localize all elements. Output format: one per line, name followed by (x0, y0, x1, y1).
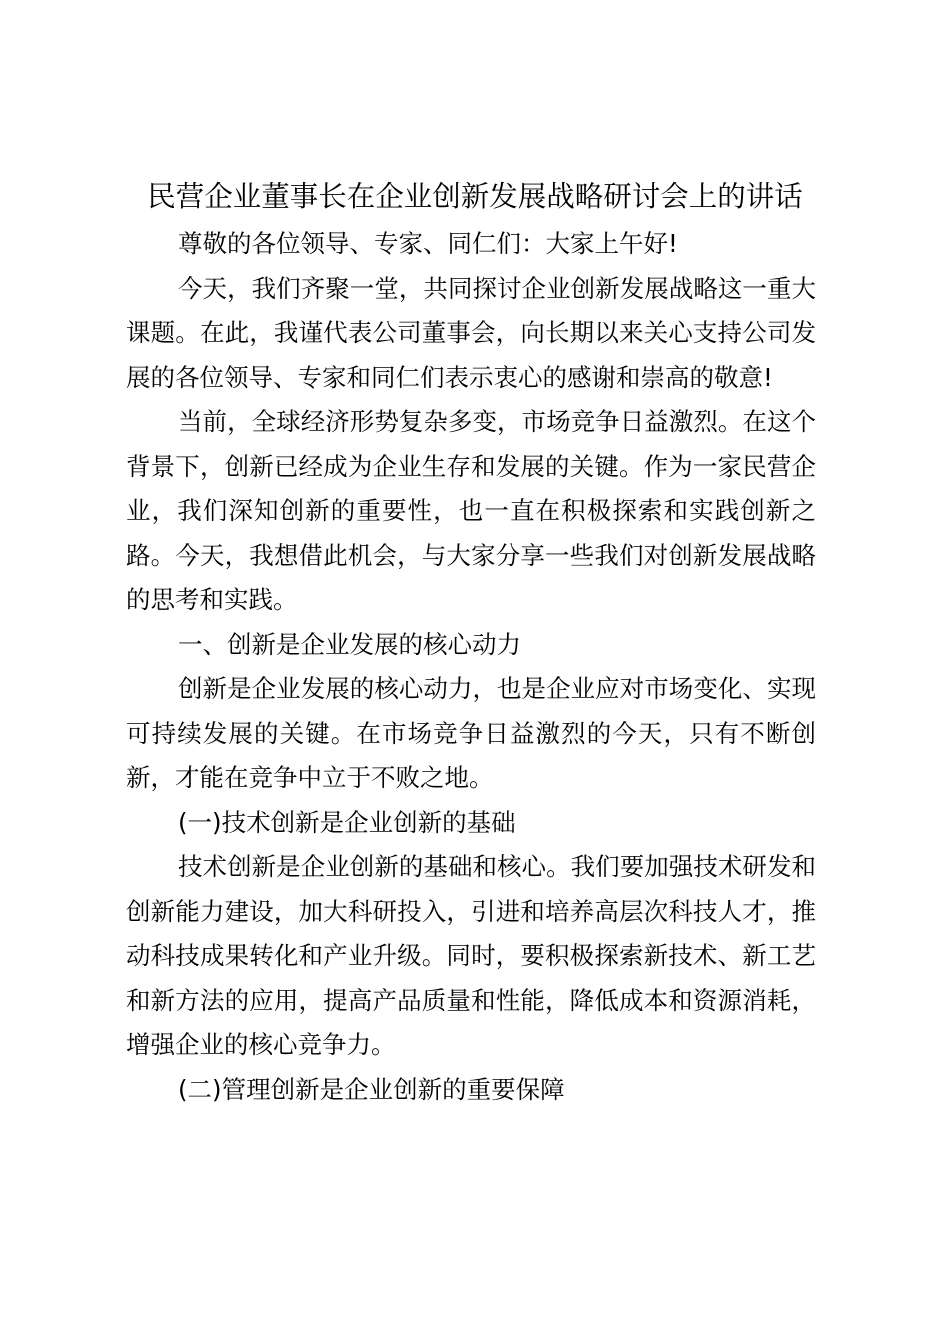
subsection-1-paragraph: 技术创新是企业创新的基础和核心。我们要加强技术研发和创新能力建设，加大科研投入，引进和培养高层次科技人才，推动科技成果转化和产业升级。同时，要积极探索新技术、新工艺和新方法的应用，提高产品质量和性能，降低成本和资源消耗，增强企业的核心竞争力。 (126, 852, 816, 1059)
subsection-heading-1: (一)技术创新是企业创新的基础 (178, 807, 516, 837)
document-title: 民营企业董事长在企业创新发展战略研讨会上的讲话 (147, 180, 803, 213)
background-paragraph: 当前，全球经济形势复杂多变，市场竞争日益激烈。在这个背景下，创新已经成为企业生存和发展的关键。作为一家民营企业，我们深知创新的重要性，也一直在积极探索和实践创新之路。今天，我想借此机会，与大家分享一些我们对创新发展战略的思考和实践。 (126, 407, 816, 614)
subsection-heading-2: (二)管理创新是企业创新的重要保障 (178, 1074, 565, 1104)
opening-paragraph: 今天，我们齐聚一堂，共同探讨企业创新发展战略这一重大课题。在此，我谨代表公司董事会，向长期以来关心支持公司发展的各位领导、专家和同仁们表示衷心的感谢和崇高的敬意! (126, 273, 816, 392)
section-1-paragraph: 创新是企业发展的核心动力，也是企业应对市场变化、实现可持续发展的关键。在市场竞争日益激烈的今天，只有不断创新，才能在竞争中立于不败之地。 (126, 674, 816, 792)
salutation-paragraph: 尊敬的各位领导、专家、同仁们：大家上午好! (178, 229, 678, 258)
document-body (126, 222, 816, 1112)
section-heading-1: 一、创新是企业发展的核心动力 (178, 629, 521, 659)
